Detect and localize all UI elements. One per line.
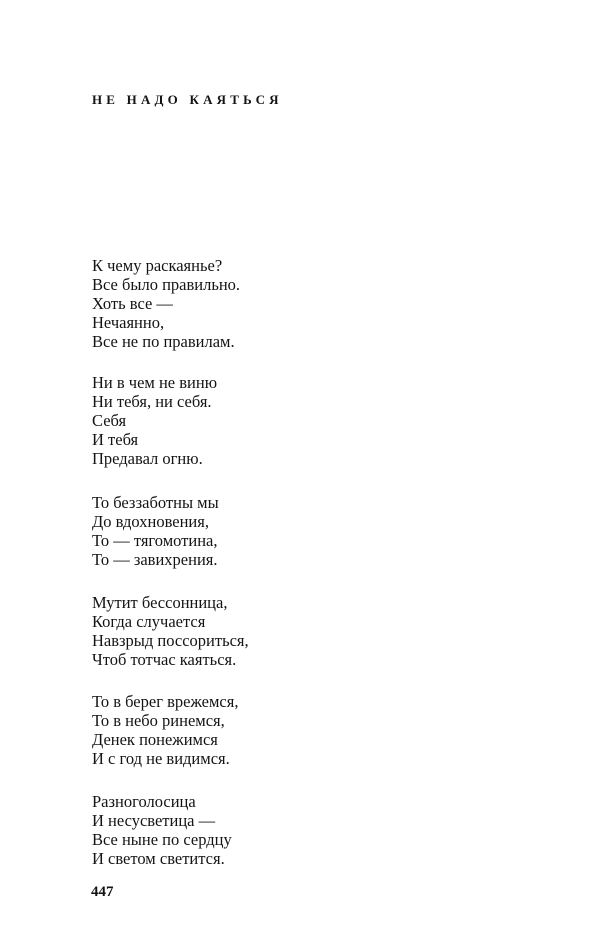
poem-line: То — завихрения. xyxy=(92,550,218,569)
poem-line: И светом светится. xyxy=(92,849,225,868)
poem-line: Чтоб тотчас каяться. xyxy=(92,650,237,669)
poem-line: Ни тебя, ни себя. xyxy=(92,392,212,411)
stanza-6 xyxy=(92,792,232,868)
poem-line: То — тягомотина, xyxy=(92,531,218,550)
poem-line: То в небо ринемся, xyxy=(92,711,225,730)
stanza-4 xyxy=(92,593,249,669)
poem-line: И тебя xyxy=(92,430,139,449)
page-number: 447 xyxy=(91,884,114,900)
stanza-3 xyxy=(92,493,219,569)
poem-line: Денек понежимся xyxy=(92,730,218,749)
poem-line: Разноголосица xyxy=(92,792,196,811)
poem-line: Все не по правилам. xyxy=(92,332,235,351)
poem-line: То беззаботны мы xyxy=(92,493,219,512)
poem-line: Хоть все — xyxy=(92,294,173,313)
poem-line: Мутит бессонница, xyxy=(92,593,228,612)
poem-line: Все ныне по сердцу xyxy=(92,830,232,849)
poem-line: И несусветица — xyxy=(92,811,216,830)
poem-line: Все было правильно. xyxy=(92,275,241,294)
poem-line: До вдохновения, xyxy=(92,512,209,531)
poem-line: Нечаянно, xyxy=(92,313,165,332)
poem-line: Когда случается xyxy=(92,612,206,631)
stanza-1 xyxy=(92,256,240,351)
poem-line: Предавал огню. xyxy=(92,449,203,468)
poem-line: Себя xyxy=(92,411,127,430)
poem-line: То в берег врежемся, xyxy=(92,692,239,711)
poem-line: Ни в чем не виню xyxy=(92,373,218,392)
stanza-5 xyxy=(92,692,238,768)
poem-line: К чему раскаянье? xyxy=(92,256,223,275)
poem-line: И с год не видимся. xyxy=(92,749,230,768)
poem-line: Навзрыд поссориться, xyxy=(92,631,249,650)
stanza-2 xyxy=(92,373,217,468)
poem-title: НЕ НАДО КАЯТЬСЯ xyxy=(92,92,283,107)
